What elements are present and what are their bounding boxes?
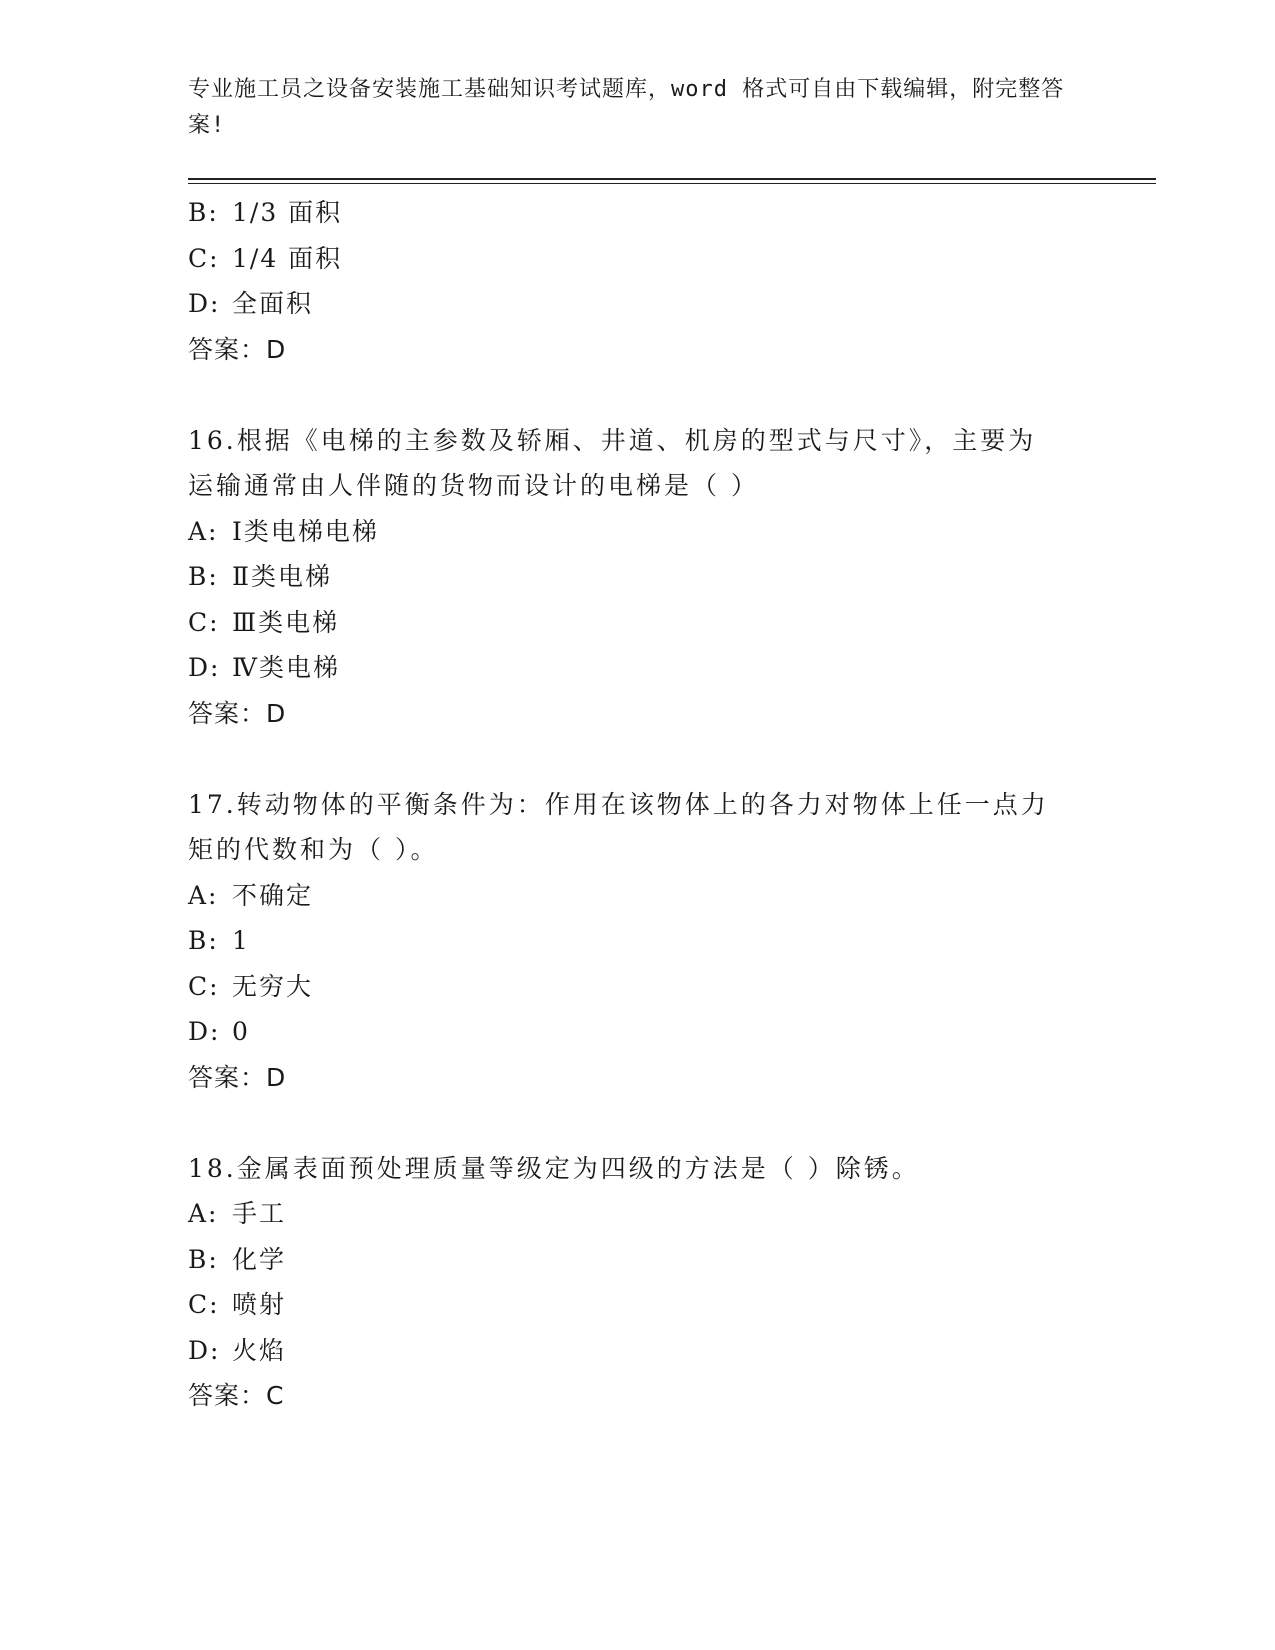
header-divider — [188, 178, 1156, 184]
answer-line: 答案：D — [188, 698, 287, 728]
option-b: B: 1 — [188, 926, 250, 955]
option-d: D: 火焰 — [188, 1335, 287, 1365]
page-header: 专业施工员之设备安装施工基础知识考试题库，word 格式可自由下载编辑，附完整答案! — [188, 77, 1065, 138]
option-c: C: 喷射 — [188, 1290, 287, 1319]
carryover-question — [188, 190, 1088, 372]
option-a: A: 手工 — [188, 1199, 287, 1228]
option-b: B: 1/3 面积 — [188, 198, 343, 227]
option-c: C: 无穷大 — [188, 971, 314, 1001]
option-c: C: Ⅲ类电梯 — [188, 607, 340, 637]
question-stem-line: 18.金属表面预处理质量等级定为四级的方法是（ ）除锈。 — [188, 1153, 920, 1183]
answer-line: 答案：D — [188, 334, 287, 364]
option-d: D: 0 — [188, 1017, 250, 1046]
answer-line: 答案：C — [188, 1381, 285, 1410]
question-18 — [188, 1146, 1088, 1419]
question-stem-line: 矩的代数和为（ ）。 — [188, 835, 439, 864]
option-d: D: 全面积 — [188, 289, 314, 318]
option-d: D: Ⅳ类电梯 — [188, 653, 340, 682]
option-a: A: Ⅰ类电梯电梯 — [188, 516, 379, 546]
answer-line: 答案：D — [188, 1062, 287, 1092]
question-stem-line: 运输通常由人伴随的货物而设计的电梯是（ ） — [188, 471, 759, 500]
option-a: A: 不确定 — [188, 880, 314, 910]
question-16 — [188, 418, 1088, 737]
option-b: B: 化学 — [188, 1244, 287, 1274]
option-c: C: 1/4 面积 — [188, 243, 343, 273]
question-stem-line: 17.转动物体的平衡条件为：作用在该物体上的各力对物体上任一点力 — [188, 789, 1049, 819]
document-body — [188, 190, 1088, 1419]
option-b: B: Ⅱ类电梯 — [188, 562, 332, 591]
question-17 — [188, 782, 1088, 1101]
question-stem-line: 16.根据《电梯的主参数及轿厢、井道、机房的型式与尺寸》，主要为 — [188, 425, 1037, 455]
